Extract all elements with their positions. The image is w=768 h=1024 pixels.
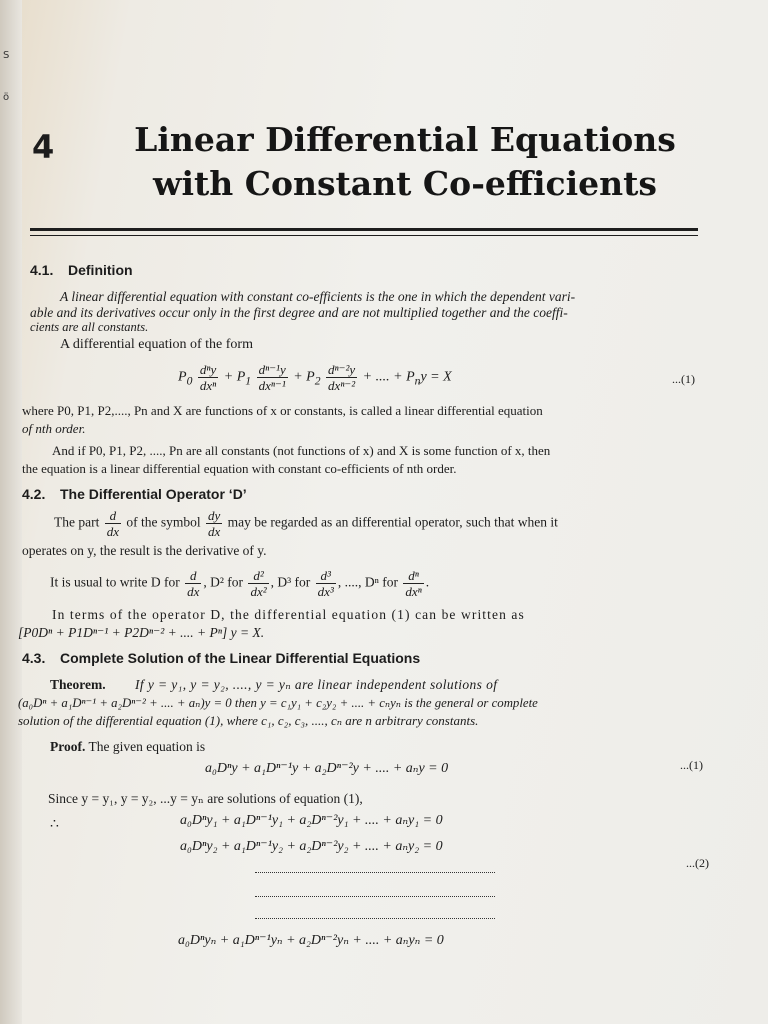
chapter-title	[100, 118, 710, 206]
form-intro: A differential equation of the form	[60, 337, 253, 352]
proof-label: Proof.	[50, 739, 86, 754]
terms-line-1: In terms of the operator D, the differential equation (1) can be written as	[52, 607, 525, 622]
operator-text: may be regarded as an differential operator, such that when it	[227, 514, 558, 530]
notation-text-a: It is usual to write D for	[50, 574, 180, 590]
where-line-1: where P0, P1, P2,...., Pn and X are functions of x or constants, is called a linear differential equation	[22, 403, 543, 418]
definition-line-3: cients are all constants.	[30, 320, 149, 334]
chapter-title-line-2: with Constant Co-efficients	[153, 164, 657, 203]
definition-line-2: able and its derivatives occur only in the first degree and are not multiplied together and the coeffi-	[30, 305, 568, 320]
theorem-line-3: solution of the differential equation (1), where c₁, c₂, c₃, ...., cₙ are n arbitrary constants.	[18, 713, 479, 728]
section-title: Complete Solution of the Linear Differential Equations	[60, 650, 421, 666]
title-rule-thick	[30, 228, 698, 231]
proof-text: The given equation is	[88, 739, 206, 754]
ellipsis-row-3	[255, 918, 495, 919]
notation-text-b: , D² for	[203, 574, 244, 590]
and-line-2: the equation is a linear differential equation with constant co-efficients of nth order.	[22, 461, 457, 476]
definition-line-1: A linear differential equation with constant co-efficients is the one in which the dependent vari-	[60, 289, 576, 304]
chapter-number: 4	[32, 128, 55, 166]
system-equation-1: a₀Dⁿy₁ + a₁Dⁿ⁻¹y₁ + a₂Dⁿ⁻²y₁ + .... + aₙy₁ = 0	[180, 813, 443, 828]
where-line-2: of nth order.	[22, 421, 86, 436]
side-mark-top: S	[3, 50, 10, 61]
section-number: 4.1.	[30, 262, 54, 278]
operator-line-1: The part $\frac{d}{dx}$ of the symbol $\frac{dy}{dx}$ may be regarded as an differential operator, such that when it	[54, 508, 558, 539]
equation-1-tag: ...(1)	[672, 372, 695, 386]
part-text: The part	[54, 514, 100, 530]
section-heading-4-1	[30, 262, 133, 278]
theorem-line-1	[50, 676, 497, 694]
terms-line-2: [P0Dⁿ + P1Dⁿ⁻¹ + P2Dⁿ⁻² + .... + Pⁿ] y = X.	[18, 625, 265, 640]
section-title: The Differential Operator ‘D’	[60, 486, 247, 502]
and-line-1: And if P0, P1, P2, ...., Pn are all constants (not functions of x) and X is some function of x, then	[52, 443, 551, 458]
title-rule-thin	[30, 235, 698, 236]
system-equation-2: a₀Dⁿy₂ + a₁Dⁿ⁻¹y₂ + a₂Dⁿ⁻²y₂ + .... + aₙy₂ = 0	[180, 839, 443, 854]
side-mark-bottom: ö	[3, 92, 10, 103]
section-title: Definition	[68, 262, 133, 278]
proof-line	[50, 738, 205, 756]
system-equation-tag: ...(2)	[686, 856, 709, 870]
proof-equation: a₀Dⁿy + a₁Dⁿ⁻¹y + a₂Dⁿ⁻²y + .... + aₙy = 0	[205, 761, 449, 776]
section-number: 4.2.	[22, 486, 46, 502]
symbol-text: of the symbol	[126, 514, 201, 530]
ellipsis-row-2	[255, 896, 495, 897]
notation-text-e: .	[425, 574, 430, 590]
section-heading-4-2	[22, 486, 247, 502]
section-number: 4.3.	[22, 650, 46, 666]
chapter-title-line-1: Linear Differential Equations	[134, 120, 676, 159]
therefore-symbol: ∴	[50, 817, 59, 832]
ellipsis-row-1	[255, 872, 495, 873]
notation-text-c: , D³ for	[270, 574, 311, 590]
section-heading-4-3	[22, 650, 420, 666]
proof-equation-tag: ...(1)	[680, 758, 703, 772]
operator-line-2: operates on y, the result is the derivative of y.	[22, 543, 267, 558]
system-equation-n: a₀Dⁿyₙ + a₁Dⁿ⁻¹yₙ + a₂Dⁿ⁻²yₙ + .... + aₙyₙ = 0	[178, 933, 444, 948]
notation-text-d: , ...., Dⁿ for	[337, 574, 398, 590]
theorem-line-2: (a₀Dⁿ + a₁Dⁿ⁻¹ + a₂Dⁿ⁻² + .... + aₙ)y = 0 then y = c₁y₁ + c₂y₂ + .... + cₙyₙ is the general or complete	[18, 696, 538, 710]
equation-1: $P_0$ $\frac{\text{dⁿy}}{\text{dxⁿ}}$ + $P_1$ $\frac{\text{dⁿ⁻¹y}}{\text{dxⁿ⁻¹}}$ + $P_2$ $\frac{\text{dⁿ⁻²y}}{\text{dxⁿ⁻²}}$ + .... + $P_ny = X$	[178, 362, 452, 393]
page-gutter	[0, 0, 22, 1024]
notation-line: It is usual to write D for $\frac{d}{dx}$ , D² for $\frac{\text{d²}}{\text{dx²}}$ , D³ for $\frac{\text{d³}}{\text{dx³}}$ , ...., Dⁿ for $\frac{\text{dⁿ}}{\text{dxⁿ}}$ .	[50, 568, 430, 599]
since-line: Since y = y₁, y = y₂, ...y = yₙ are solutions of equation (1),	[48, 791, 363, 806]
theorem-text: If y = y₁, y = y₂, ...., y = yₙ are linear independent solutions of	[135, 677, 498, 692]
theorem-label: Theorem.	[50, 677, 106, 692]
